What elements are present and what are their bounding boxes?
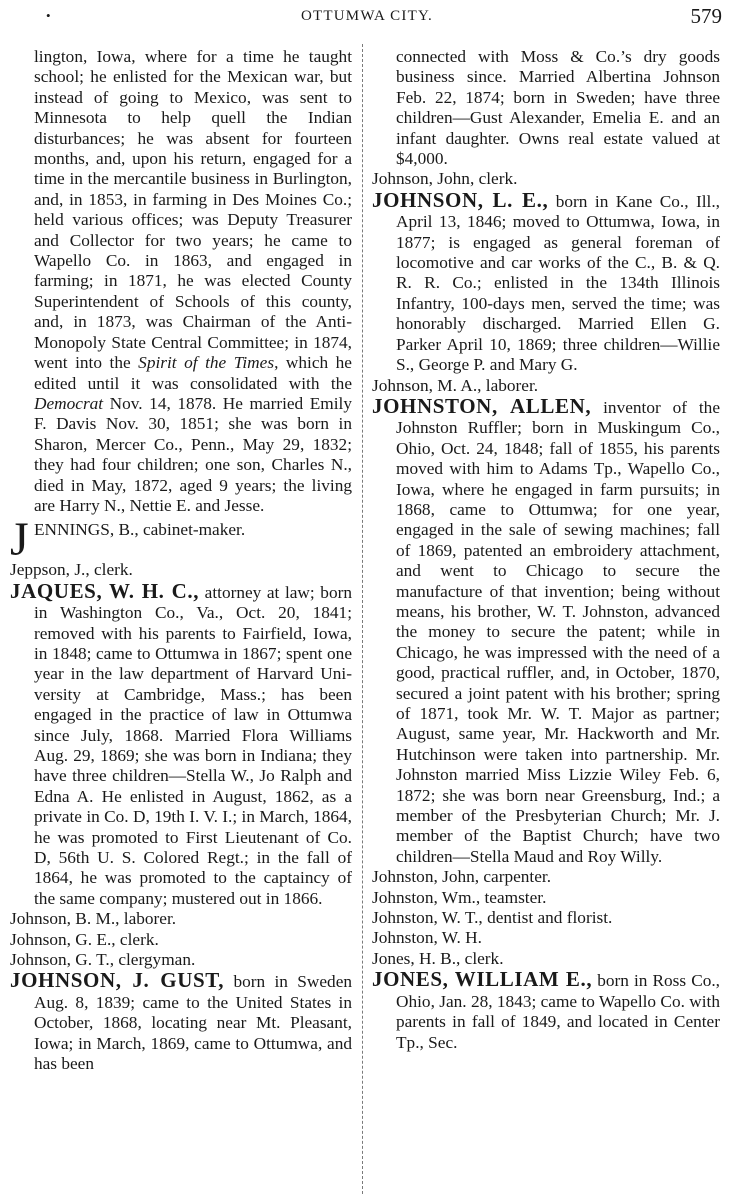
newspaper-title: Democrat xyxy=(34,393,104,413)
entry-johnston-john: Johnston, John, carpenter. xyxy=(372,867,552,887)
entry-johnson-gt: Johnson, G. T., clergyman. xyxy=(10,950,196,970)
entry-johnston-wm: Johnston, Wm., teamster. xyxy=(372,887,547,907)
drop-cap: J xyxy=(10,513,29,567)
page-header xyxy=(0,0,734,36)
entry-johnston-allen: JOHNSTON, ALLEN, inventor of the Johnston Ruffler; born in Muskingum Co., Ohio, Oct. 24, 1848; fall of 1855, his parents moved with him to Adams Tp., Wapello Co., Iowa, where he engaged in farm pursuits; in 1868, came to Ottumwa; for one year, engaged in the sale of sewing machines; fall of 1869, patented an embroidery attachment, and went to Chicago to secure the manufacture of that invention; being without means, his brother, W. T. Johnston, advanced the money to secure the patent; while in Chicago, he was impressed with the need of a good, practical ruffler, and, in October, 1870, secured a joint patent with his brother; spring of 1871, took Mr. W. T. Major as partner; August, same year, Mr. Hackworth and Mr. Hutchinson were taken into partnership. Mr. Johnston married Miss Lizzie Wiley Feb. 6, 1872; she was born near Greensburg, Ind.; a member of the Presbyterian Church; Mr. J. member of the Baptist Church; have two children—Stella Maud and Roy Willy. xyxy=(372,393,720,866)
entry-johnson-ge: Johnson, G. E., clerk. xyxy=(10,929,159,949)
newspaper-title: Spirit of the Times xyxy=(138,353,275,373)
section-start-j xyxy=(10,513,352,567)
entry-johnson-ma: Johnson, M. A., laborer. xyxy=(372,375,539,395)
entry-jones-hb: Jones, H. B., clerk. xyxy=(372,948,504,968)
entry-johnson-bm: Johnson, B. M., laborer. xyxy=(10,909,177,929)
entry-jeppson: Jeppson, J., clerk. xyxy=(10,560,133,580)
left-column xyxy=(10,47,352,1075)
entry-johnson-le: JOHNSON, L. E., born in Kane Co., Ill., April 13, 1846; moved to Ottumwa, Iowa, in 1877; is engaged as general foreman of locomotive and car works of the C., B. & Q. R. R. Co.; enlisted in the 134th Illinois Infantry, 100-days men, served the time; was honorably discharged. Married Ellen G. Parker April 10, 1869; three children—Willie S., George P. and Mary G. xyxy=(372,187,720,375)
entry-name: JONES, WILLIAM E., xyxy=(372,967,593,992)
entry-continuation: lington, Iowa, where for a time he taught school; he enlisted for the Mexican war, but instead of going to Mexico, was sent to Minnesota to help quell the Indian disturbances; he was absent for fourteen months, and, upon his return, engaged for a time in the mercantile business in Burlington, and, in 1853, in farming in Des Moines Co.; held various offices; was Deputy Treasurer and Collector for two years; he came to Wapello Co. in 1863, and engaged in farming; in 1871, he was elected County Superintendent of Schools of this county, and, in 1873, was Chairman of the Anti-Monopoly State Central Committee; in 1874, went into the Spirit of the Times, which he edited until it was consolidated with the Democrat Nov. 14, 1878. He married Emily F. Davis Nov. 30, 1851; she was born in Sharon, Mercer Co., Penn., May 29, 1832; they had four children; one son, Charles N., died in May, 1872, aged 9 years; the living are Harry N., Nettie E. and Jesse. xyxy=(34,47,352,515)
header-dot: • xyxy=(46,8,51,23)
entry-name: JOHNSON, J. GUST, xyxy=(10,968,225,993)
right-column xyxy=(372,47,720,1053)
entry-jennings: ENNINGS, B., cabinet-maker. xyxy=(34,520,246,540)
entry-name: JOHNSON, L. E., xyxy=(372,187,549,212)
column-divider xyxy=(362,44,363,1194)
entry-name: JAQUES, W. H. C., xyxy=(10,578,200,603)
entry-johnston-wh: Johnston, W. H. xyxy=(372,928,482,948)
entry-name: JOHNSTON, ALLEN, xyxy=(372,393,592,418)
entry-jaques: JAQUES, W. H. C., attorney at law; born in Washington Co., Va., Oct. 20, 1841; removed with his parents to Fairfield, Iowa, in 1848; came to Ottumwa in 1867; spent one year in the law department of Harvard University at Cambridge, Mass.; has been engaged in the practice of law in Ottumwa since July, 1868. Married Flora Williams Aug. 29, 1869; she was born in Indiana; they have three children—Stella W., Jo Ralph and Edna A. He enlisted in August, 1862, as a private in Co. D, 19th I. V. I.; in March, 1864, he was promoted to First Lieutenant of Co. D, 56th U. S. Colored Regt.; in the fall of 1864, he was promoted to the captaincy of the same company; mustered out in 1866. xyxy=(10,578,352,908)
entry-johnston-wt: Johnston, W. T., dentist and florist. xyxy=(372,908,613,928)
entry-jones-william-e: JONES, WILLIAM E., born in Ross Co., Ohio, Jan. 28, 1843; came to Wapello Co. with parents in fall of 1849, and located in Center Tp., Sec. xyxy=(372,967,720,1052)
entry-johnson-j-gust: JOHNSON, J. GUST, born in Sweden Aug. 8, 1839; came to the United States in October, 1868, locating near Mt. Pleasant, Iowa; in March, 1869, came to Ottumwa, and has been xyxy=(10,968,352,1074)
entry-johnson-john: Johnson, John, clerk. xyxy=(372,169,518,189)
running-title: OTTUMWA CITY. xyxy=(301,8,433,24)
entry-continuation: connected with Moss & Co.’s dry goods business since. Married Albertina Johnson Feb. 22, 1874; born in Sweden; have three children—Gust Alexander, Emelia E. and an infant daughter. Owns real estate valued at $4,000. xyxy=(396,47,720,169)
page-number: 579 xyxy=(690,4,722,28)
